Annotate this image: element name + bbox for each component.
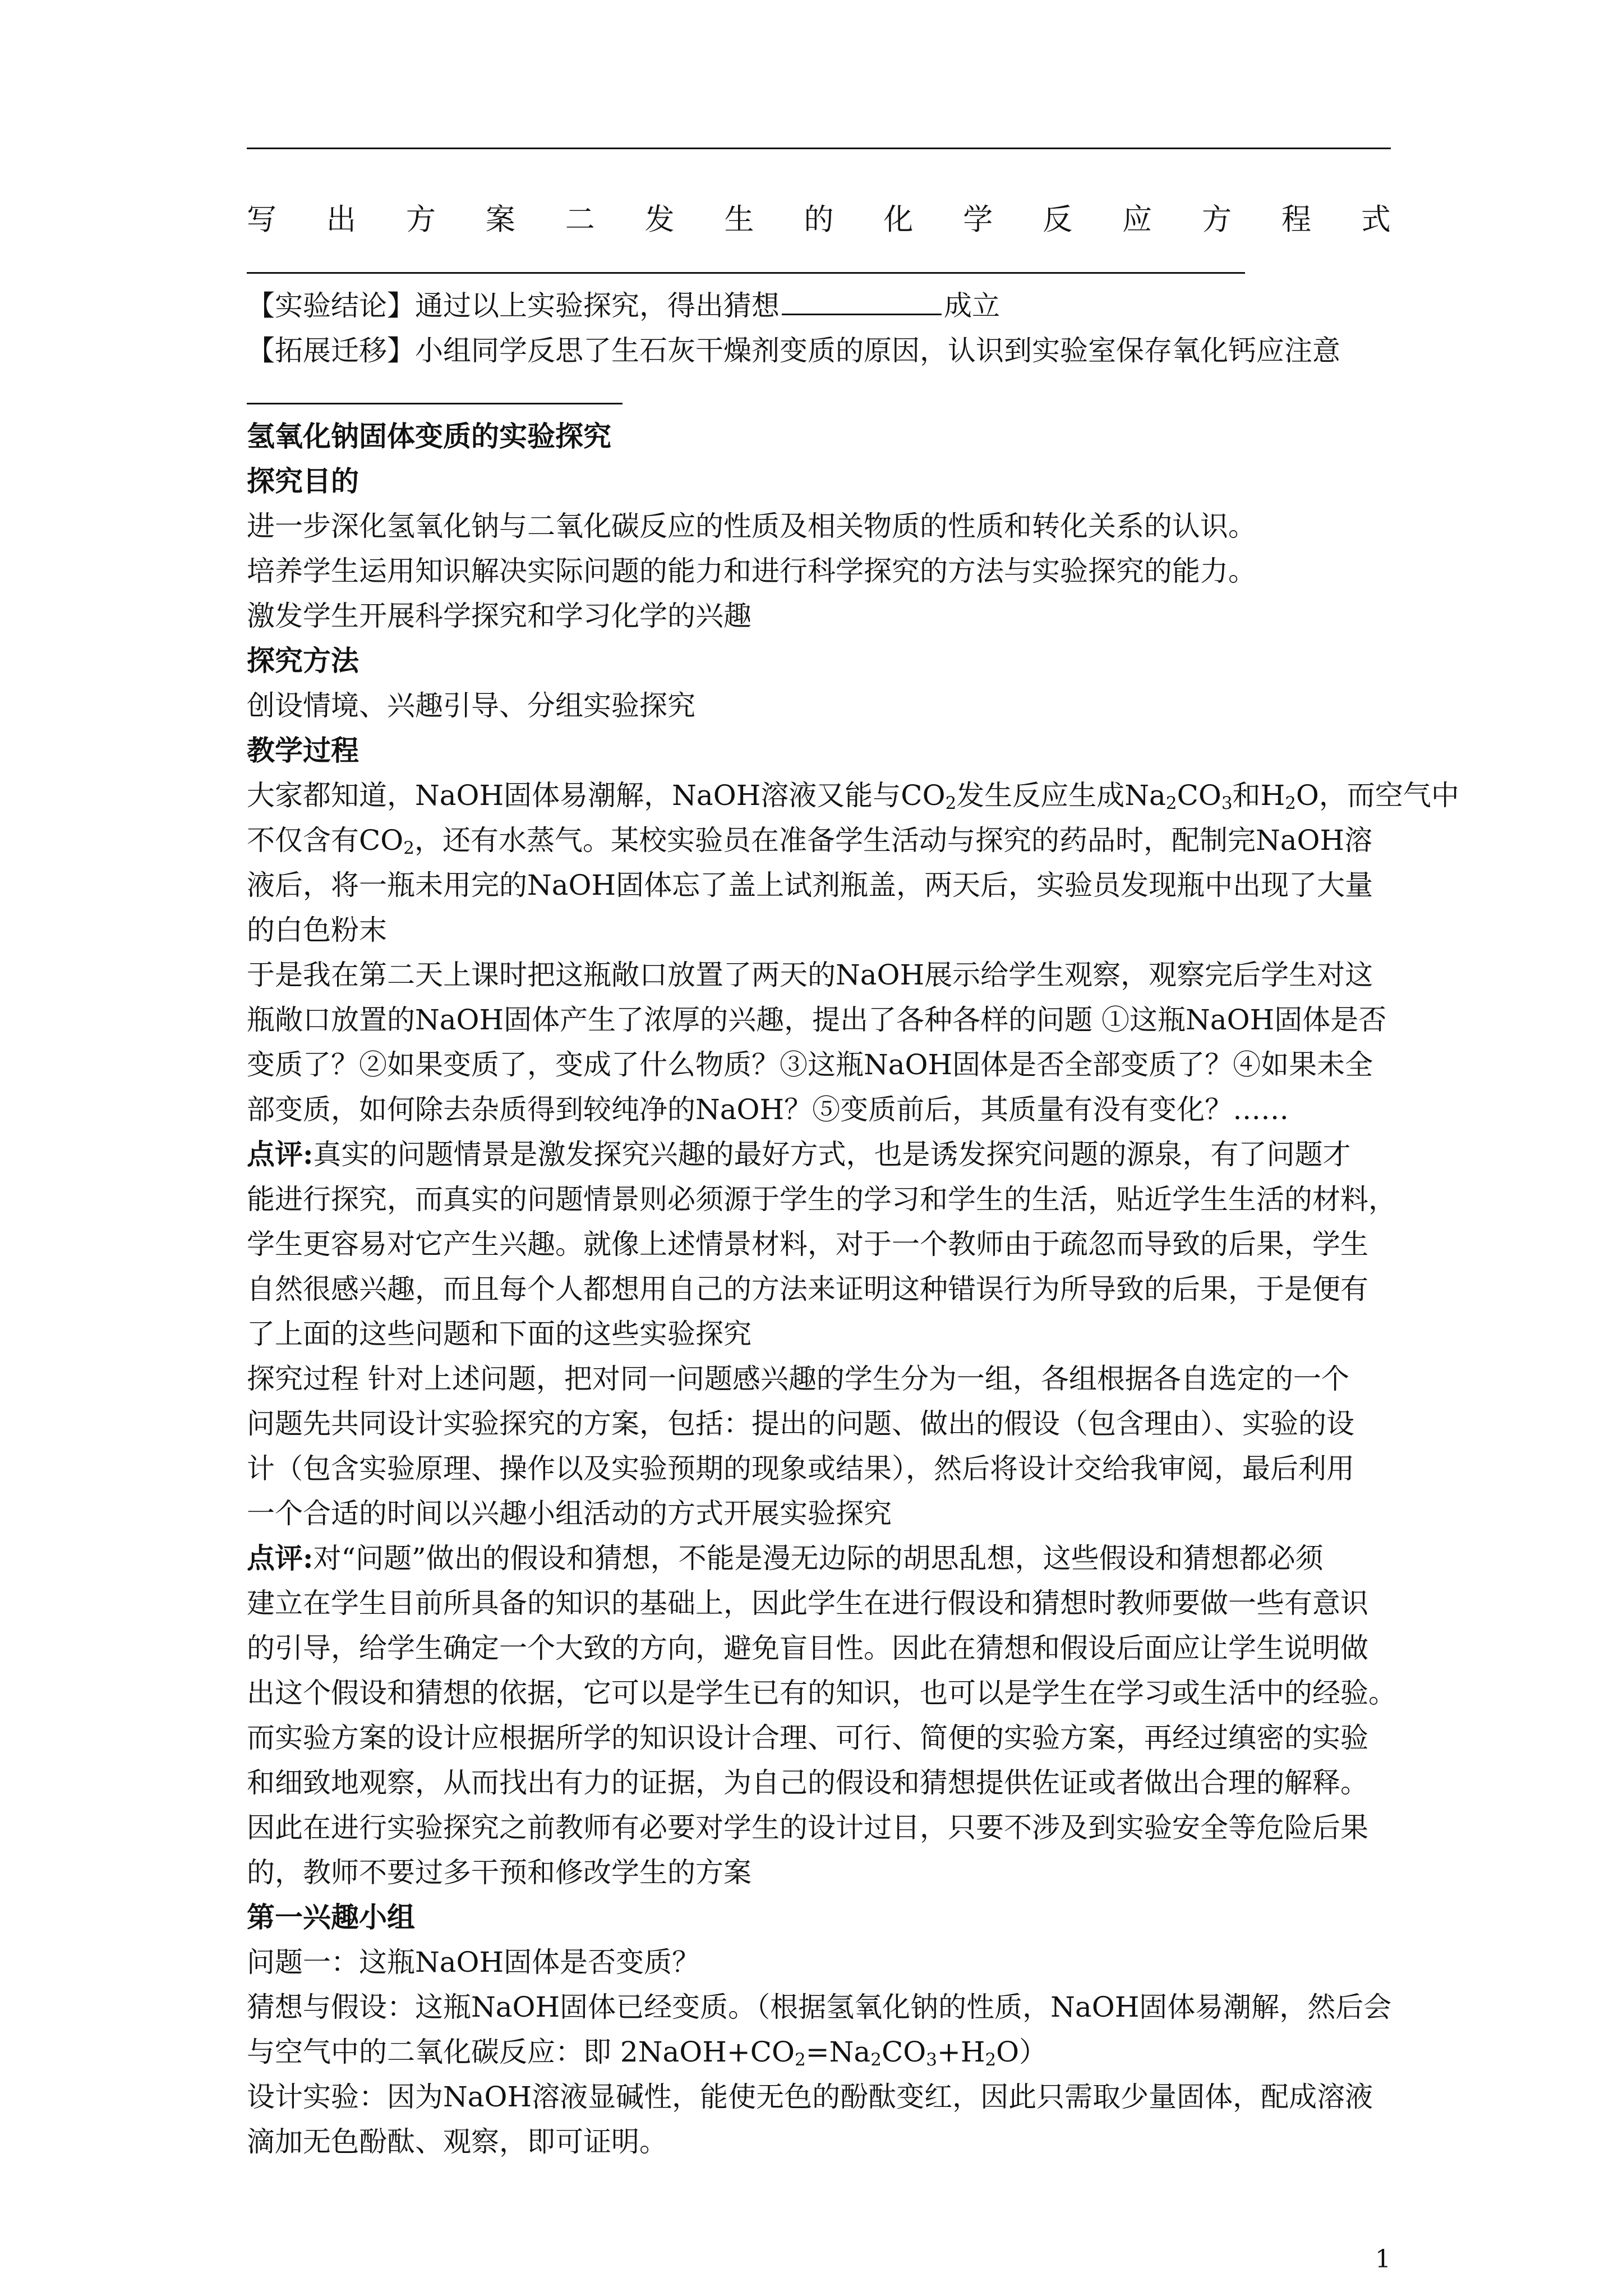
process-heading: 教学过程 (247, 734, 359, 767)
intro-line (247, 773, 1459, 818)
group-heading: 第一兴趣小组 (247, 1901, 415, 1934)
text-run: O，而空气中 (1295, 779, 1459, 812)
text-run: 不仅含有CO (247, 824, 404, 857)
comment-line: 出这个假设和猜想的依据，它可以是学生已有的知识，也可以是学生在学习或生活中的经验。 (247, 1677, 1396, 1709)
header-rule (247, 148, 1391, 149)
conclusion-blank (782, 284, 942, 315)
subscript: 2 (870, 2049, 882, 2070)
design-line: 设计实验：因为NaOH溶液显碱性，能使无色的酚酞变红，因此只需取少量固体，配成溶液 (247, 2081, 1373, 2113)
comment-line: 的引导，给学生确定一个大致的方向，避免盲目性。因此在猜想和假设后面应让学生说明做 (247, 1632, 1368, 1664)
comment-line: 能进行探究，而真实的问题情景则必须源于学生的学习和学生的生活，贴近学生生活的材料， (247, 1183, 1396, 1216)
questions-line: 部变质，如何除去杂质得到较纯净的NaOH？⑤变质前后，其质量有没有变化？…… (247, 1093, 1289, 1126)
subscript: 3 (926, 2049, 937, 2070)
text-run: 真实的问题情景是激发探究兴趣的最好方式，也是诱发探究问题的源泉，有了问题才 (313, 1138, 1351, 1171)
answer-blank-equation (247, 272, 1245, 274)
text-run: 大家都知道，NaOH固体易潮解，NaOH溶液又能与CO (247, 779, 946, 812)
comment-line (247, 1132, 1391, 1177)
prompt-char: 生 (724, 203, 754, 237)
prompt-char: 的 (804, 203, 834, 237)
purpose-line: 激发学生开展科学探究和学习化学的兴趣 (247, 600, 751, 632)
process-line: 探究过程 针对上述问题，把对同一问题感兴趣的学生分为一组，各组根据各自选定的一个 (247, 1363, 1349, 1395)
prompt-char: 化 (883, 203, 914, 237)
text-run: ，还有水蒸气。某校实验员在准备学生活动与探究的药品时，配制完NaOH溶 (414, 824, 1373, 857)
subscript: 2 (945, 793, 957, 813)
prompt-char: 出 (326, 203, 356, 237)
text-run: CO (881, 2036, 926, 2068)
extension-line: 【拓展迁移】小组同学反思了生石灰干燥剂变质的原因，认识到实验室保存氧化钙应注意 (247, 334, 1340, 367)
prompt-char: 二 (565, 203, 595, 237)
conclusion-suffix: 成立 (944, 289, 1000, 322)
prompt-char: 式 (1361, 203, 1391, 237)
method-line: 创设情境、兴趣引导、分组实验探究 (247, 689, 695, 722)
prompt-char: 应 (1122, 203, 1152, 237)
prompt-char: 程 (1281, 203, 1311, 237)
comment-label: 点评: (247, 1542, 313, 1575)
subscript: 3 (1221, 793, 1233, 813)
intro-line (247, 818, 1391, 863)
prompt-char: 写 (247, 203, 276, 237)
text-run: O） (996, 2036, 1048, 2068)
subscript: 2 (403, 838, 414, 858)
conclusion-line (247, 283, 1391, 328)
text-run: 与空气中的二氧化碳反应：即 2NaOH+CO (247, 2036, 795, 2068)
intro-line: 的白色粉末 (247, 914, 387, 946)
subscript: 2 (1165, 793, 1177, 813)
question-line: 问题一：这瓶NaOH固体是否变质？ (247, 1946, 700, 1978)
prompt-char: 方 (405, 203, 436, 237)
purpose-line: 培养学生运用知识解决实际问题的能力和进行科学探究的方法与实验探究的能力。 (247, 555, 1256, 587)
page-number: 1 (1375, 2245, 1391, 2274)
answer-blank-extension (247, 403, 623, 404)
equation-prompt-line (247, 197, 1391, 242)
comment-line: 而实验方案的设计应根据所学的知识设计合理、可行、简便的实验方案，再经过缜密的实验 (247, 1722, 1368, 1754)
text-run: +H (937, 2036, 985, 2068)
purpose-heading: 探究目的 (247, 464, 359, 498)
hypothesis-line (247, 2030, 1391, 2074)
prompt-char: 反 (1043, 203, 1073, 237)
text-run: 对“问题”做出的假设和猜想，不能是漫无边际的胡思乱想，这些假设和猜想都必须 (313, 1542, 1324, 1575)
text-run: CO (1177, 779, 1221, 812)
comment-line: 和细致地观察，从而找出有力的证据，为自己的假设和猜想提供佐证或者做出合理的解释。 (247, 1766, 1368, 1799)
comment-line: 了上面的这些问题和下面的这些实验探究 (247, 1318, 751, 1350)
prompt-char: 案 (485, 203, 515, 237)
process-line: 计（包含实验原理、操作以及实验预期的现象或结果），然后将设计交给我审阅，最后利用 (247, 1452, 1354, 1485)
prompt-char: 方 (1202, 203, 1232, 237)
comment-line: 因此在进行实验探究之前教师有必要对学生的设计过目，只要不涉及到实验安全等危险后果 (247, 1811, 1368, 1844)
method-heading: 探究方法 (247, 644, 359, 677)
questions-line: 瓶敞口放置的NaOH固体产生了浓厚的兴趣，提出了各种各样的问题 ①这瓶NaOH固体是否 (247, 1004, 1387, 1036)
subscript: 2 (985, 2049, 997, 2070)
hypothesis-line: 猜想与假设：这瓶NaOH固体已经变质。（根据氢氧化钠的性质，NaOH固体易潮解，然后会 (247, 1991, 1392, 2023)
subscript: 2 (795, 2049, 806, 2070)
process-line: 问题先共同设计实验探究的方案，包括：提出的问题、做出的假设（包含理由）、实验的设 (247, 1407, 1354, 1440)
comment-line: 学生更容易对它产生兴趣。就像上述情景材料，对于一个教师由于疏忽而导致的后果，学生 (247, 1228, 1368, 1260)
comment-line (247, 1536, 1391, 1581)
comment-line: 的，教师不要过多干预和修改学生的方案 (247, 1856, 751, 1889)
design-line: 滴加无色酚酞、观察，即可证明。 (247, 2125, 667, 2158)
process-line: 一个合适的时间以兴趣小组活动的方式开展实验探究 (247, 1497, 892, 1530)
section-title: 氢氧化钠固体变质的实验探究 (247, 420, 611, 453)
prompt-char: 学 (963, 203, 993, 237)
text-run: 和H (1232, 779, 1285, 812)
comment-label: 点评: (247, 1138, 313, 1171)
conclusion-prefix: 【实验结论】通过以上实验探究，得出猜想 (247, 289, 780, 322)
text-run: =Na (805, 2036, 871, 2068)
subscript: 2 (1285, 793, 1296, 813)
purpose-line: 进一步深化氢氧化钠与二氧化碳反应的性质及相关物质的性质和转化关系的认识。 (247, 510, 1256, 542)
intro-line: 液后，将一瓶未用完的NaOH固体忘了盖上试剂瓶盖，两天后，实验员发现瓶中出现了大量 (247, 869, 1373, 901)
questions-line: 于是我在第二天上课时把这瓶敞口放置了两天的NaOH展示给学生观察，观察完后学生对这 (247, 959, 1373, 991)
prompt-char: 发 (644, 203, 675, 237)
questions-line: 变质了？②如果变质了，变成了什么物质？③这瓶NaOH固体是否全部变质了？④如果未全 (247, 1048, 1373, 1081)
text-run: 发生反应生成Na (956, 779, 1166, 812)
comment-line: 自然很感兴趣，而且每个人都想用自己的方法来证明这种错误行为所导致的后果，于是便有 (247, 1273, 1368, 1305)
comment-line: 建立在学生目前所具备的知识的基础上，因此学生在进行假设和猜想时教师要做一些有意识 (247, 1587, 1368, 1619)
